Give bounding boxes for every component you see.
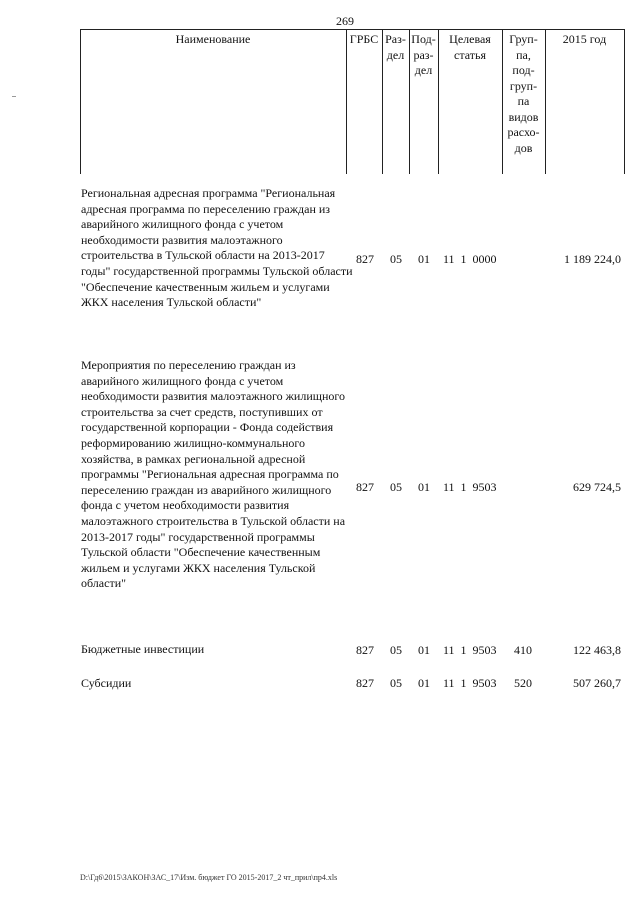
row-razdel: 05 [390,252,402,266]
row-podrazdel: 01 [418,643,430,657]
row-target: 11 1 0000 [443,252,497,266]
margin-mark [12,96,16,97]
row-target: 11 1 9503 [443,676,497,690]
row-group: 410 [514,643,532,657]
header-year: 2015 год [562,32,607,46]
header-podrazdel: Под- раз- дел [411,32,436,77]
row-amount: 629 724,5 [573,480,621,494]
row-name: Мероприятия по переселению граждан из аварийного жилищного фонда с учетом необходимости развития малоэтажного жилищного строительства за счет средств, поступивших от государственной корпорации - Фонда содействия реформированию жилищно-коммунального хозяйства, в рамках региональной адресной программы "Региональная адресная программа по переселению граждан из аварийного жилищного фонда с учетом необходимости развития малоэтажного строительства в Тульской области на 2013-2017 годы" государственной программы Тульской области "Обеспечение качественным жильем и услугами ЖКХ населения Тульской области" [81,358,346,591]
row-name: Региональная адресная программа "Региональная адресная программа по переселению граждан из аварийного жилищного фонда с учетом необходимости развития малоэтажного строительства в Тульской области на 2013-2017 годы" государственной программы Тульской области "Обеспечение качественным жильем и услугами ЖКХ населения Тульской области" [81,186,353,310]
row-razdel: 05 [390,676,402,690]
header-name: Наименование [175,32,251,46]
file-path-footer: D:\Гд6\2015\ЗАКОН\ЗАС_17\Изм. бюджет ГО 2015-2017_2 чт_прил\пр4.xls [80,873,338,882]
row-target: 11 1 9503 [443,643,497,657]
header-top-rule [80,29,624,30]
header-border [346,29,347,174]
row-group: 520 [514,676,532,690]
row-name: Субсидии [81,676,132,690]
row-amount: 122 463,8 [573,643,621,657]
row-target: 11 1 9503 [443,480,497,494]
header-razdel: Раз- дел [385,32,406,62]
row-podrazdel: 01 [418,252,430,266]
header-group: Груп- па, под- груп- па видов расхо- дов [507,32,540,155]
row-amount: 507 260,7 [573,676,621,690]
row-name: Бюджетные инвестиции [81,642,205,656]
row-grbs: 827 [356,252,374,266]
row-razdel: 05 [390,480,402,494]
row-grbs: 827 [356,643,374,657]
header-border-left [80,29,81,174]
row-razdel: 05 [390,643,402,657]
row-amount: 1 189 224,0 [564,252,621,266]
header-border [545,29,546,174]
header-border-right [624,29,625,174]
row-podrazdel: 01 [418,480,430,494]
row-podrazdel: 01 [418,676,430,690]
header-target: Целевая статья [449,32,491,62]
page-number: 269 [336,14,354,28]
header-grbs: ГРБС [349,32,379,46]
row-grbs: 827 [356,676,374,690]
row-grbs: 827 [356,480,374,494]
